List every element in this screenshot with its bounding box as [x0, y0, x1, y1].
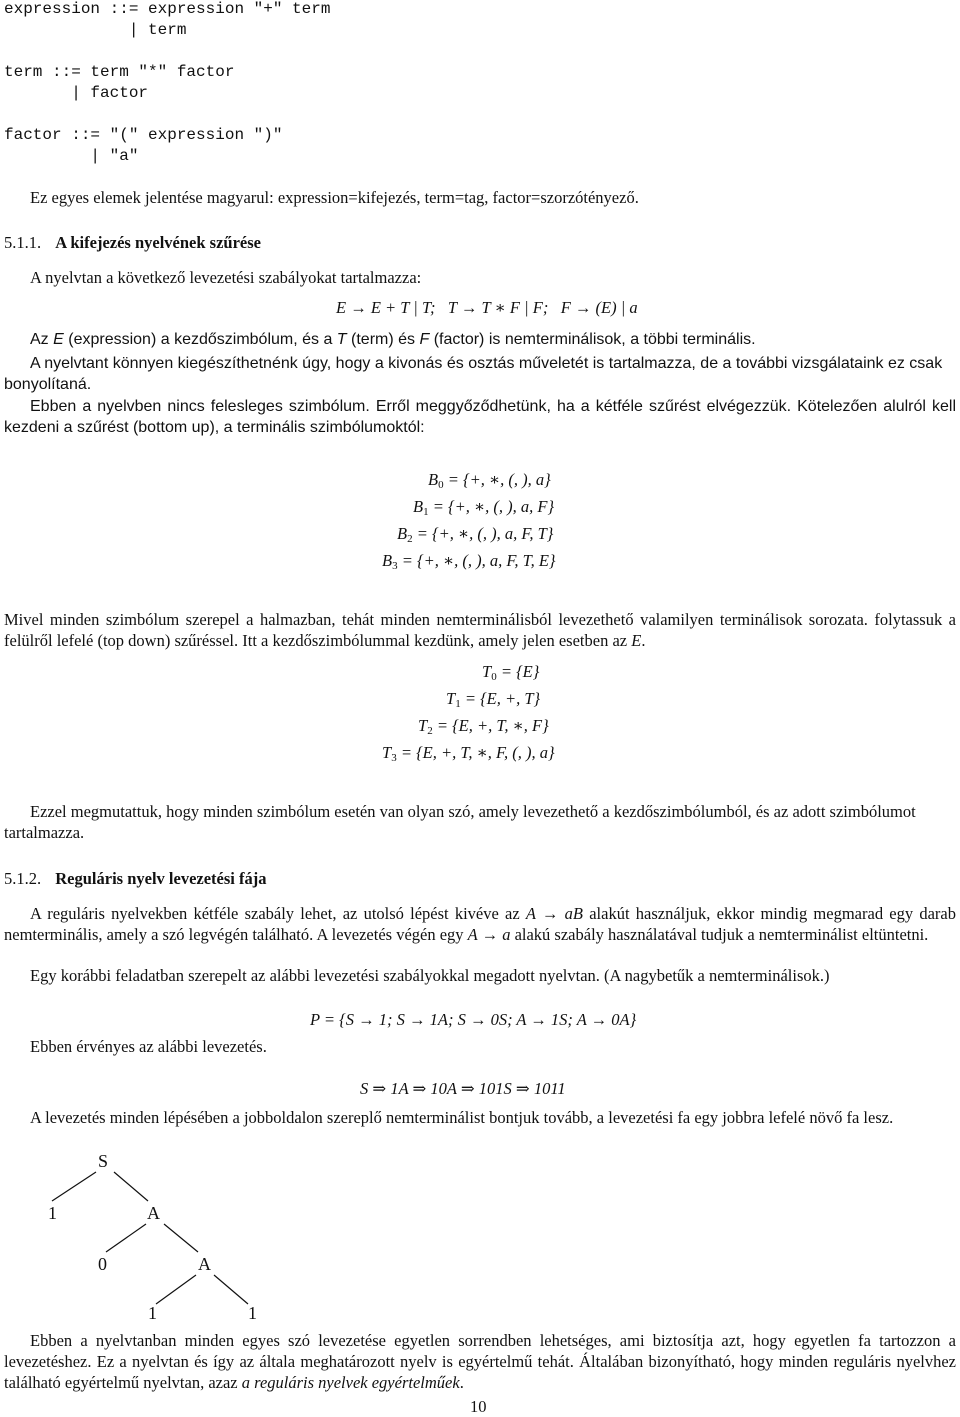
- set-content: = {E, +, T, ∗, F, (, ), a}: [396, 743, 555, 762]
- set-name: T: [382, 743, 392, 762]
- grammar-line: | factor: [4, 84, 149, 102]
- filter-paragraph: Ebben a nyelvben nincs felesleges szimbólum. Erről meggyőződhetünk, ha a kétféle szűrést elvégezzük. Kötelezően alulról kell kezdeni a szűrést (bottom up), a terminális szimbólumoktól:: [4, 398, 956, 436]
- symbol-e: E: [53, 331, 64, 348]
- b-set-line: [397, 524, 553, 545]
- set-name: B: [428, 470, 439, 489]
- rule-set-equation: P = {S → 1; S → 1A; S → 0S; A → 1S; A → 0A}: [310, 1010, 637, 1029]
- text-run: alakú szabály használatával tudjuk a nemterminálist eltüntetni.: [510, 925, 929, 944]
- tree-node-1: 1: [248, 1303, 257, 1323]
- final-paragraph: [4, 1330, 956, 1393]
- regular-paragraph: [4, 903, 956, 945]
- derivation-equation: S ⇒ 1A ⇒ 10A ⇒ 101S ⇒ 1011: [360, 1079, 566, 1098]
- shown-paragraph: Ezzel megmutattuk, hogy minden szimbólum esetén van olyan szó, amely levezethető a kezdőszimbólumból, és az adott szimbólumot tartalmazza.: [4, 802, 916, 842]
- text-run: (factor) is nemterminálisok, a többi terminális.: [429, 331, 756, 348]
- set-content: = {+, ∗, (, ), a, F, T, E}: [397, 551, 556, 570]
- grammar-line: term ::= term "*" factor: [4, 63, 235, 81]
- section-heading: [4, 869, 266, 889]
- section-title: A kifejezés nyelvének szűrése: [55, 233, 261, 252]
- tree-edge: [156, 1275, 196, 1304]
- set-name: B: [397, 524, 408, 543]
- set-index: 2: [427, 725, 433, 737]
- set-name: T: [482, 662, 492, 681]
- tree-edge: [164, 1224, 198, 1252]
- tree-edge: [214, 1275, 248, 1304]
- set-index: 1: [455, 698, 461, 710]
- tree-edge: [106, 1224, 146, 1252]
- text-run: A reguláris nyelvekben kétféle szabály lehet, az utolsó lépést kivéve az: [30, 904, 526, 923]
- set-name: B: [413, 497, 424, 516]
- text-run: (term) és: [346, 331, 420, 348]
- symbol-f: F: [419, 331, 430, 348]
- set-content: = {+, ∗, (, ), a, F, T}: [412, 524, 554, 543]
- rules-equation: E → E + T | T; T → T ∗ F | F; F → (E) | a: [336, 298, 638, 317]
- tree-edge: [52, 1172, 96, 1201]
- set-content: = {E, +, T}: [460, 689, 541, 708]
- tree-node-0: 0: [98, 1254, 107, 1274]
- symbol-t: T: [336, 331, 347, 348]
- tree-node-1: 1: [148, 1303, 157, 1323]
- page-number: 10: [470, 1397, 487, 1416]
- rule-inline: A → a: [467, 925, 511, 944]
- set-content: = {E}: [496, 662, 540, 681]
- section-number: 5.1.1.: [4, 233, 42, 252]
- example-paragraph: Egy korábbi feladatban szerepelt az alábbi levezetési szabályokkal megadott nyelvtan. (A nagybetűk a nemterminálisok.): [30, 966, 830, 985]
- set-index: 2: [407, 533, 413, 545]
- set-name: B: [382, 551, 393, 570]
- b-set-line: [413, 497, 554, 518]
- set-content: = {+, ∗, (, ), a, F}: [428, 497, 555, 516]
- text-run: Az: [30, 331, 54, 348]
- set-content: = {+, ∗, (, ), a}: [443, 470, 551, 489]
- set-index: 3: [391, 752, 397, 764]
- derivation-tree: [20, 1146, 320, 1326]
- text-run: alakút használjuk, ekkor mindig megmarad egy darab nemterminális, amely a szó legvégén található. A levezetés végén egy: [4, 904, 956, 944]
- b-set-line: [382, 551, 556, 572]
- tree-edge: [114, 1172, 148, 1201]
- b-set-line: [428, 470, 551, 491]
- topdown-paragraph: [4, 609, 956, 651]
- start-symbol-paragraph: [30, 331, 756, 349]
- set-index: 0: [491, 671, 497, 683]
- grammar-line: factor ::= "(" expression ")": [4, 126, 283, 144]
- tree-paragraph: A levezetés minden lépésében a jobboldalon szereplő nemterminálist bontjuk tovább, a levezetési fa egy jobbra lefelé növő fa lesz.: [30, 1108, 894, 1127]
- t-set-line: [418, 716, 549, 737]
- text-run: Ebben a nyelvtanban minden egyes szó levezetése egyetlen sorrendben lehetséges, ami biztosítja azt, hogy egyetlen fa tartozzon a levezetéshez. Ez a nyelvtan és így az általa meghatározott nyelv is egyértelmű tehát. Általában bizonyítható, hogy minden reguláris nyelvhez található egyértelmű nyelvtan, azaz: [4, 1331, 956, 1392]
- rule-inline: A → aB: [525, 904, 583, 923]
- extend-paragraph: A nyelvtant könnyen kiegészíthetnénk úgy, hogy a kivonás és osztás műveletét is tartalmazza, de a további vizsgálataink ez csak bonyolítaná.: [4, 355, 943, 393]
- set-index: 3: [392, 560, 398, 572]
- set-index: 1: [423, 506, 429, 518]
- section-heading: [4, 233, 261, 253]
- set-index: 0: [438, 479, 444, 491]
- section-title: Reguláris nyelv levezetési fája: [55, 869, 267, 888]
- grammar-line: | "a": [4, 147, 139, 165]
- tree-node-a: A: [198, 1254, 211, 1274]
- rules-intro: A nyelvtan a következő levezetési szabályokat tartalmazza:: [30, 268, 422, 287]
- set-name: T: [446, 689, 456, 708]
- tree-node-s: S: [98, 1151, 109, 1171]
- grammar-line: | term: [4, 21, 187, 39]
- symbol-e: E: [631, 631, 642, 650]
- tree-node-a: A: [147, 1203, 160, 1223]
- set-name: T: [418, 716, 428, 735]
- meaning-paragraph: Ez egyes elemek jelentése magyarul: expression=kifejezés, term=tag, factor=szorzótényező.: [30, 188, 639, 207]
- text-run: (expression) a kezdőszimbólum, és a: [63, 331, 337, 348]
- text-run: Mivel minden szimbólum szerepel a halmazban, tehát minden nemterminálisból levezethető valamilyen terminálisok sorozata. folytassuk a felülről lefelé (top down) szűréssel. Itt a kezdőszimbólummal kezdünk, amely jelen esetben az: [4, 610, 956, 650]
- t-set-line: [446, 689, 540, 710]
- section-number: 5.1.2.: [4, 869, 42, 888]
- emphasis: a reguláris nyelvek egyértelműek: [241, 1373, 460, 1392]
- valid-paragraph: Ebben érvényes az alábbi levezetés.: [30, 1037, 267, 1056]
- text-run: .: [641, 631, 646, 650]
- t-set-line: [482, 662, 539, 683]
- grammar-line: expression ::= expression "+" term: [4, 0, 331, 18]
- set-content: = {E, +, T, ∗, F}: [432, 716, 549, 735]
- text-run: .: [459, 1373, 464, 1392]
- t-set-line: [382, 743, 555, 764]
- tree-node-1: 1: [48, 1203, 57, 1223]
